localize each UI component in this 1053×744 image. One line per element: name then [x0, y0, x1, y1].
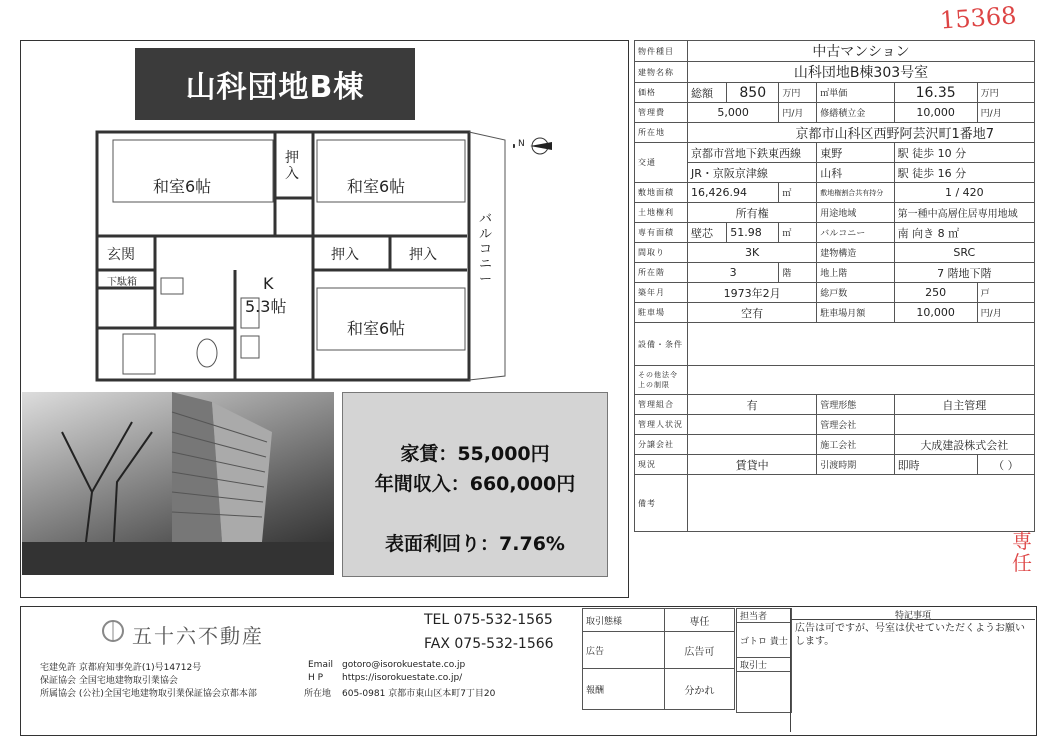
- line1: 京都市営地下鉄東西線: [688, 143, 817, 163]
- ad-label: 広告: [583, 632, 665, 669]
- agent-label: 取引士: [737, 658, 792, 672]
- company-name: 五十六不動産: [132, 624, 264, 648]
- floor-plan-drawing: [95, 128, 515, 386]
- notes-box: [790, 608, 1035, 732]
- assoc-value: 有: [688, 395, 817, 415]
- spec-table: [634, 40, 1035, 532]
- parking-label: 駐車場: [635, 303, 688, 323]
- unit-price-value: 16.35: [894, 83, 977, 103]
- floor-plan: [95, 128, 515, 386]
- notes-label: 特記事項: [791, 608, 1035, 620]
- repair-value: 10,000: [894, 103, 977, 123]
- zoning-label: 用途地域: [817, 203, 894, 223]
- structure-label: 建物構造: [817, 243, 894, 263]
- repair-unit: 円/月: [977, 103, 1034, 123]
- tel: TEL 075-532-1565: [424, 612, 553, 628]
- land-share-value: 1 / 420: [894, 183, 1034, 203]
- land-right-value: 所有権: [688, 203, 817, 223]
- addr-label: 所在地: [304, 689, 332, 699]
- line2: JR・京阪京津線: [688, 163, 817, 183]
- parking-fee-unit: 円/月: [977, 303, 1034, 323]
- floor-area-value: 51.98: [727, 223, 779, 243]
- parking-fee-label: 駐車場月額: [817, 303, 894, 323]
- handover-label: 引渡時期: [817, 455, 894, 475]
- zoning-value: 第一種中高層住居専用地域: [894, 203, 1034, 223]
- units-value: 250: [894, 283, 977, 303]
- built-label: 築年月: [635, 283, 688, 303]
- staff-value: ゴトロ 貴士: [737, 623, 792, 658]
- price-value: 850: [727, 83, 779, 103]
- yield-text: 表面利回り：7.76%: [385, 533, 565, 555]
- balcony-label: バルコニー: [479, 212, 493, 287]
- staff-table: [736, 608, 788, 713]
- margin-handwritten-note: 専任: [1012, 529, 1032, 575]
- traffic-label: 交通: [635, 143, 688, 183]
- assoc-label: 管理組合: [635, 395, 688, 415]
- seller-label: 分譲会社: [635, 435, 688, 455]
- mgmt-unit: 円/月: [779, 103, 817, 123]
- station1: 東野: [817, 143, 894, 163]
- hp[interactable]: https://isorokuestate.co.jp/: [342, 673, 463, 683]
- fee-value: 分かれ: [664, 669, 734, 710]
- parking-fee-value: 10,000: [894, 303, 977, 323]
- walk1: 駅 徒歩 10 分: [894, 143, 1034, 163]
- oshiire-label-3: 押入: [409, 247, 437, 263]
- balcony-value: 南 向き 8 ㎡: [894, 223, 1034, 243]
- unit-price-label: ㎡単価: [817, 83, 894, 103]
- mgmt-label: 管理費: [635, 103, 688, 123]
- mgmt-form-label: 管理形態: [817, 395, 894, 415]
- north-compass-icon: [518, 136, 558, 156]
- page-title: 山科団地B棟: [135, 48, 415, 120]
- deal-value: 専任: [664, 609, 734, 632]
- stories-value: 7 階地下階: [894, 263, 1034, 283]
- addr: 605-0981 京都市東山区本町7丁目20: [342, 689, 496, 699]
- annual-income-text: 年間収入：660,000円: [374, 473, 576, 495]
- layout-value: 3K: [688, 243, 817, 263]
- email[interactable]: gotoro@isorokuestate.co.jp: [342, 660, 466, 670]
- structure-value: SRC: [894, 243, 1034, 263]
- floor-label: 所在階: [635, 263, 688, 283]
- units-label: 総戸数: [817, 283, 894, 303]
- mgmt-form-value: 自主管理: [894, 395, 1034, 415]
- floor-unit: 階: [779, 263, 817, 283]
- land-right-label: 土地権利: [635, 203, 688, 223]
- room-label-2: 和室6帖: [347, 177, 406, 196]
- email-label: Email: [308, 660, 333, 670]
- license: 宅建免許 京都府知事免許(1)号14712号: [40, 663, 202, 673]
- staff-label: 担当者: [737, 609, 792, 623]
- floor-area-label: 専有面積: [635, 223, 688, 243]
- balcony-label: バルコニー: [817, 223, 894, 243]
- building-photo: [22, 392, 334, 575]
- handover-value: 即時: [894, 455, 977, 475]
- genkan-label: 玄関: [107, 247, 135, 263]
- stories-label: 地上階: [817, 263, 894, 283]
- floor-value: 3: [688, 263, 779, 283]
- handwritten-number: 15368: [939, 1, 1018, 35]
- getabako-label: 下駄箱: [107, 277, 137, 288]
- address-label: 所在地: [635, 123, 688, 143]
- deal-label: 取引態様: [583, 609, 665, 632]
- oshiire-label-1: 押入: [285, 150, 299, 182]
- floor-area-prefix: 壁芯: [688, 223, 727, 243]
- equip-label: 設備・条件: [635, 323, 688, 366]
- room-label-3: 和室6帖: [347, 319, 406, 338]
- type-label: 物件種目: [635, 41, 688, 62]
- price-label: 価格: [635, 83, 688, 103]
- mgmt-value: 5,000: [688, 103, 779, 123]
- land-area-label: 敷地面積: [635, 183, 688, 203]
- kitchen-label: K: [263, 274, 274, 293]
- walk2: 駅 徒歩 16 分: [894, 163, 1034, 183]
- land-area-value: 16,426.94: [688, 183, 779, 203]
- station2: 山科: [817, 163, 894, 183]
- rent-text: 家賃：55,000円: [400, 443, 550, 465]
- built-value: 1973年2月: [688, 283, 817, 303]
- land-share-label: 敷地権割合共有持分: [817, 183, 894, 203]
- north-label: N: [518, 139, 525, 149]
- builder-value: 大成建設株式会社: [894, 435, 1034, 455]
- builder-label: 施工会社: [817, 435, 894, 455]
- layout-label: 間取り: [635, 243, 688, 263]
- unit-price-unit: 万円: [977, 83, 1034, 103]
- kitchen-size-label: 5.3帖: [245, 297, 287, 316]
- fax: FAX 075-532-1566: [424, 636, 554, 652]
- deal-table: [582, 608, 735, 710]
- status-label: 現況: [635, 455, 688, 475]
- fee-label: 報酬: [583, 669, 665, 710]
- price-unit: 万円: [779, 83, 817, 103]
- hp-label: H P: [308, 673, 324, 683]
- mgmt-co-label: 管理会社: [817, 415, 894, 435]
- floor-area-unit: ㎡: [779, 223, 817, 243]
- name-label: 建物名称: [635, 62, 688, 83]
- company-logo-icon: [100, 618, 126, 644]
- ad-value: 広告可: [664, 632, 734, 669]
- repair-label: 修繕積立金: [817, 103, 894, 123]
- handover-paren: （ ）: [977, 455, 1034, 475]
- parking-value: 空有: [688, 303, 817, 323]
- status-value: 賃貸中: [688, 455, 817, 475]
- guarantee: 保証協会 全国宅地建物取引業協会: [40, 676, 178, 686]
- room-label-1: 和室6帖: [153, 177, 212, 196]
- type-value: 中古マンション: [688, 41, 1035, 62]
- income-box: [342, 392, 608, 577]
- other-label: その他法令上の制限: [635, 366, 688, 395]
- name-value: 山科団地B棟303号室: [688, 62, 1035, 83]
- units-unit: 戸: [977, 283, 1034, 303]
- notes-text: 広告は可ですが、号室は伏せていただくようお願いします。: [795, 623, 1025, 647]
- oshiire-label-2: 押入: [331, 247, 359, 263]
- mgr-status-label: 管理人状況: [635, 415, 688, 435]
- price-total-label: 総額: [688, 83, 727, 103]
- address-value: 京都市山科区西野阿芸沢町1番地7: [688, 123, 1035, 143]
- member: 所属協会 (公社)全国宅地建物取引業保証協会京都本部: [40, 689, 257, 699]
- remarks-label: 備考: [635, 475, 688, 532]
- land-area-unit: ㎡: [779, 183, 817, 203]
